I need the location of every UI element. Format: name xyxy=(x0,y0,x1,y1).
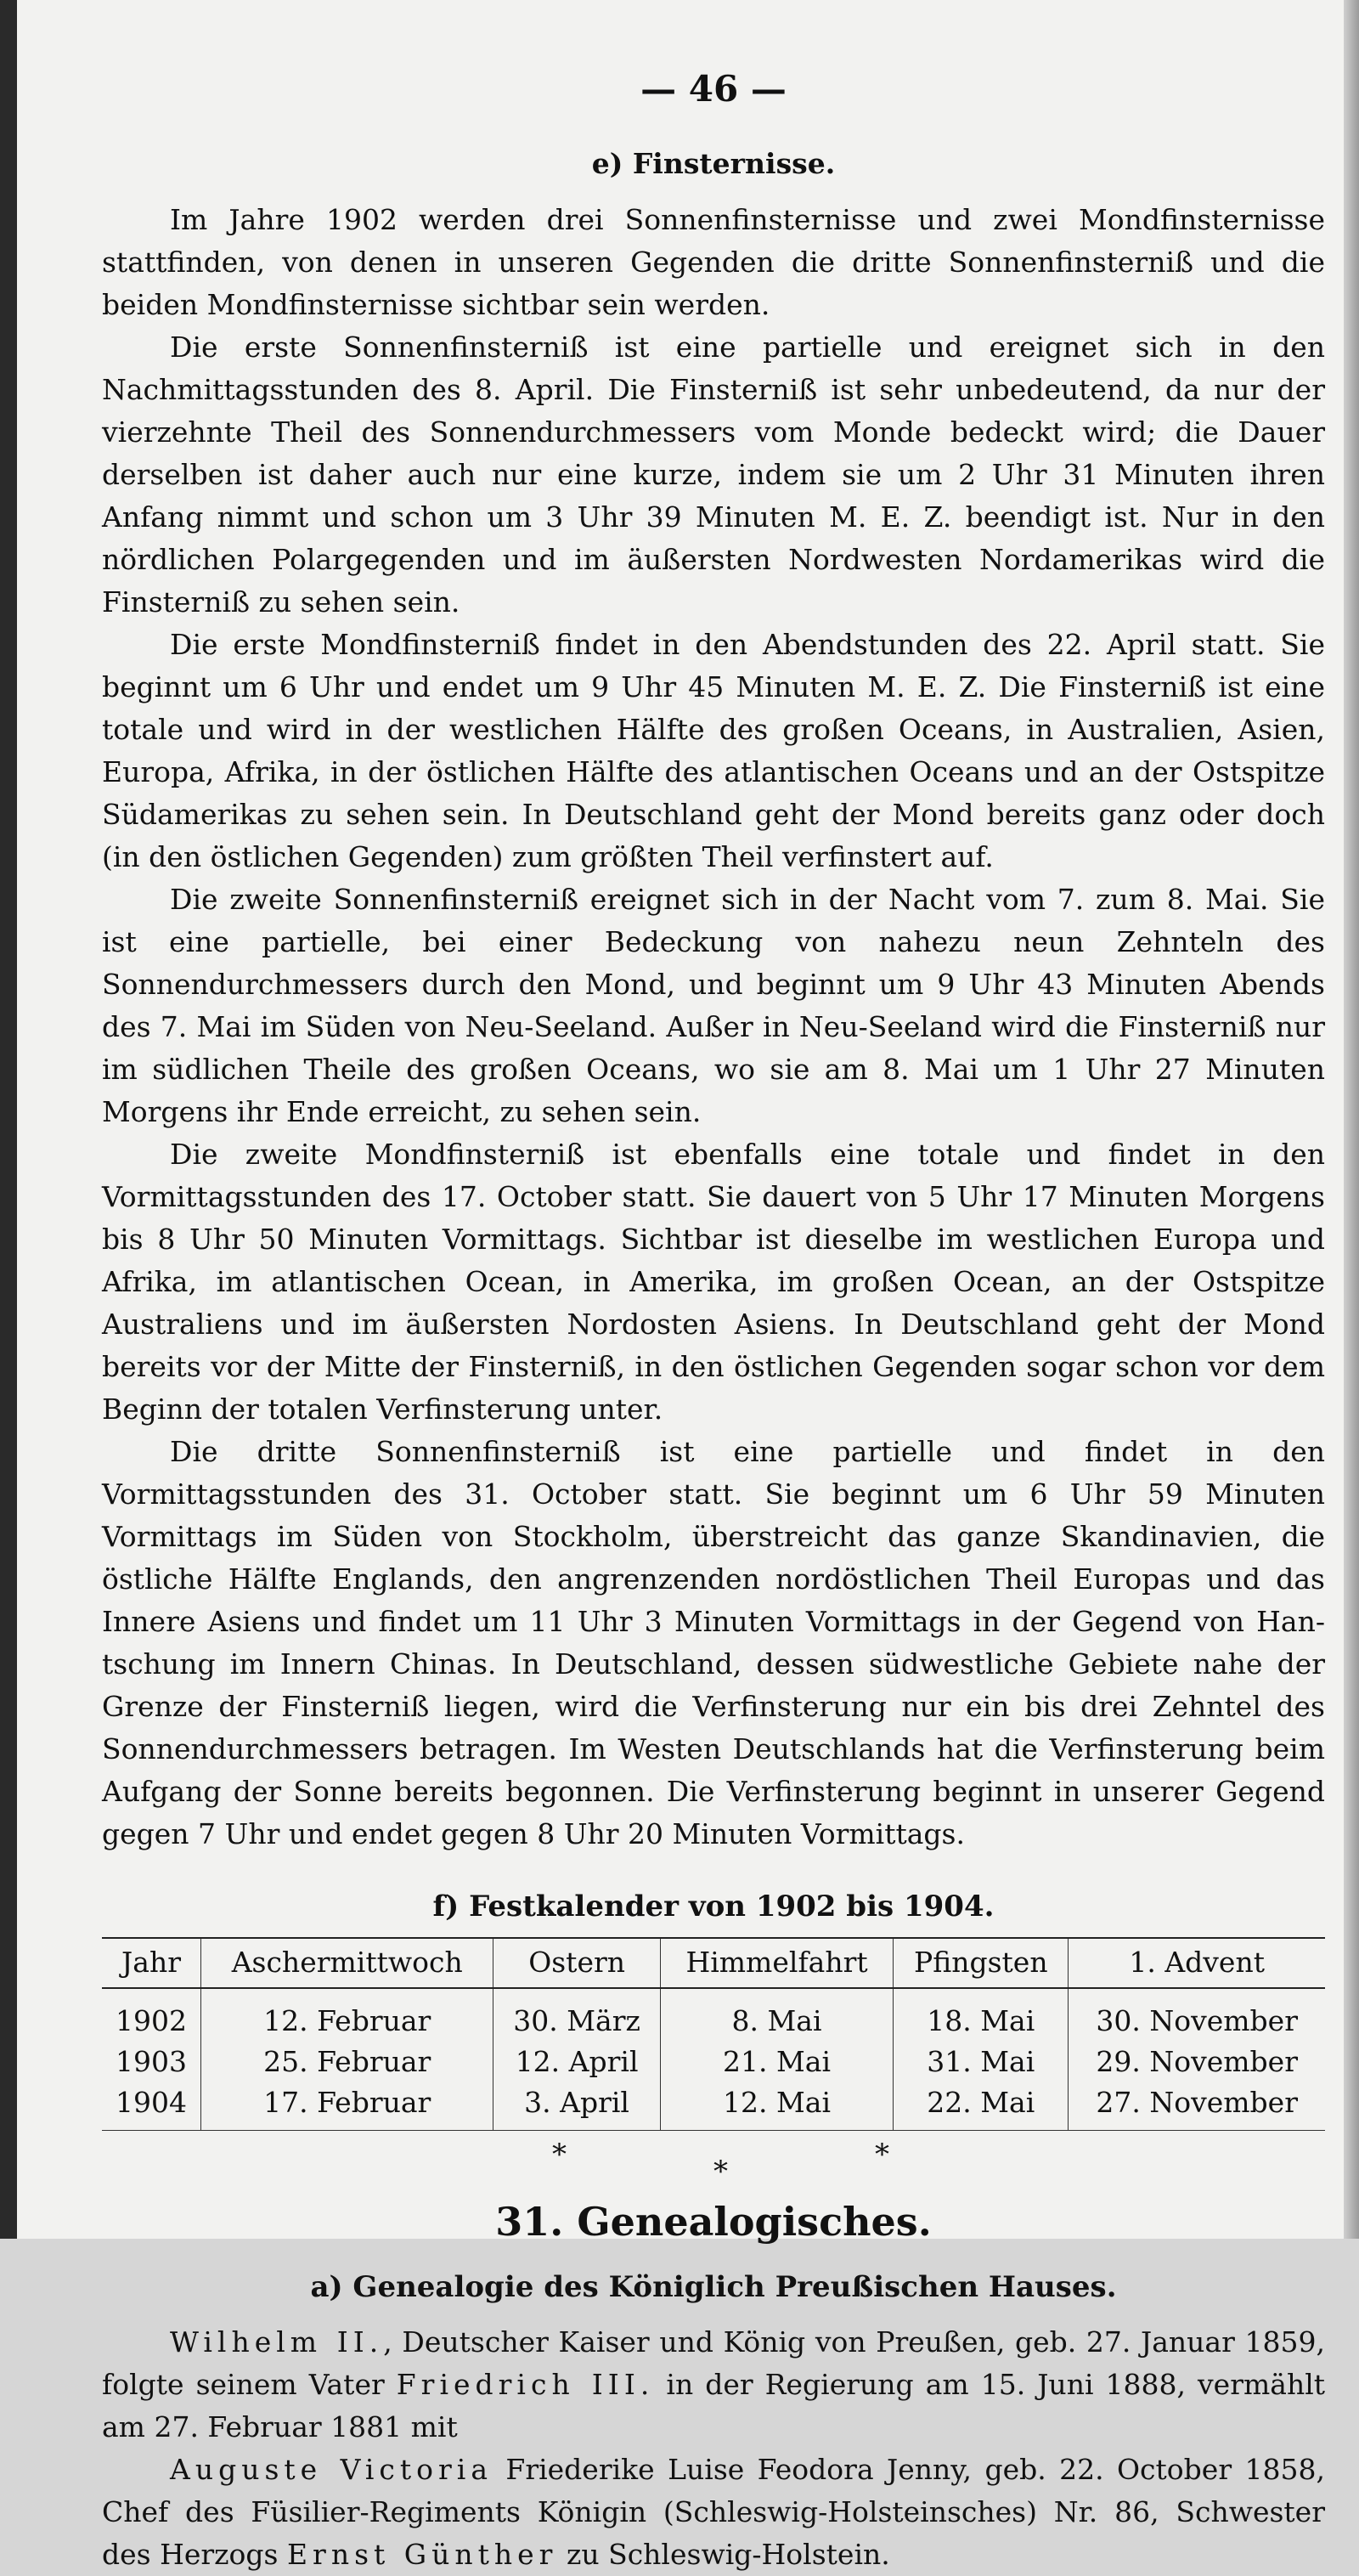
section-feast-calendar xyxy=(102,1890,1325,2131)
paragraph-wilhelm xyxy=(102,2321,1325,2449)
person-name: Wilhelm II. xyxy=(170,2325,384,2359)
table-cell: 1903 xyxy=(116,2045,188,2078)
document-page xyxy=(17,0,1344,2571)
table-cell: 18. Mai xyxy=(894,1988,1069,2042)
person-name: Friedrich III. xyxy=(396,2368,655,2401)
paragraph-third-solar-eclipse: Die dritte Sonnenfinsterniß ist eine partielle und findet in den Vormittagsstunden des 31. October statt. Sie beginnt um 6 Uhr 59 Minuten Vormittags im Süden von Stockholm, überstreicht das ganze Skandinavien, die östliche Hälfte Englands, den angrenzenden nordöstlichen Theil Europas und das Innere Asiens und findet um 11 Uhr 3 Minuten Vormittags in der Gegend von Han-tschung im Innern Chinas. In Deutschland, dessen südwestliche Gebiete nahe der Grenze der Finsterniß liegen, wird die Verfinsterung nur ein bis drei Zehntel des Sonnendurchmessers betragen. Im Westen Deutschlands hat die Verfinsterung beim Aufgang der Sonne bereits begonnen. Die Verfinsterung beginnt in unserer Gegend gegen 7 Uhr und endet gegen 8 Uhr 20 Minuten Vormittags. xyxy=(102,1435,1325,1850)
person-name: Ernst Günther xyxy=(286,2538,558,2571)
asterism-separator xyxy=(102,2131,1325,2190)
person-name: Auguste Victoria xyxy=(170,2453,493,2486)
table-cell: 12. April xyxy=(493,2042,660,2082)
table-cell: 31. Mai xyxy=(894,2042,1069,2082)
table-header-row xyxy=(102,1938,1325,1988)
section-genealogy xyxy=(102,2199,1325,2576)
table-cell: 1904 xyxy=(102,2082,201,2131)
page-number: — 46 — xyxy=(640,68,787,110)
paragraph-auguste-victoria xyxy=(102,2449,1325,2576)
column-header-first-advent: 1. Advent xyxy=(1069,1938,1325,1988)
paragraph-second-solar-eclipse: Die zweite Sonnenfinsterniß ereignet sich in der Nacht vom 7. zum 8. Mai. Sie ist eine partielle, bei einer Bedeckung von nahezu neun Zehnteln des Sonnendurchmessers durch den Mond, und beginnt um 9 Uhr 43 Minuten Abends des 7. Mai im Süden von Neu-Seeland. Außer in Neu-Seeland wird die Finsterniß nur im südlichen Theile des großen Oceans, wo sie am 8. Mai um 1 Uhr 27 Minuten Morgens ihr Ende erreicht, zu sehen sein. xyxy=(102,883,1325,1128)
table-cell: 29. November xyxy=(1069,2042,1325,2082)
table-row xyxy=(102,1988,1325,2042)
table-cell: 25. Februar xyxy=(201,2042,493,2082)
table-title: f) Festkalender von 1902 bis 1904. xyxy=(432,1890,995,1924)
table-cell: 27. November xyxy=(1069,2082,1325,2131)
column-header-pentecost: Pfingsten xyxy=(894,1938,1069,1988)
column-header-ash-wednesday: Aschermittwoch xyxy=(201,1938,493,1988)
table-cell: 8. Mai xyxy=(660,1988,893,2042)
paragraph-text: Friederike Luise Feodora Jenny, geb. 22. October 1858, Chef des Füsilier-Regiments Königin (Schleswig-Holsteinsches) Nr. 86, Schwester des Herzogs xyxy=(102,2453,1325,2571)
table-cell: 1902 xyxy=(116,2004,188,2037)
table-cell: 30. November xyxy=(1069,1988,1325,2042)
scan-binding-edge xyxy=(0,0,17,2239)
paragraph-first-solar-eclipse: Die erste Sonnenfinsterniß ist eine partielle und ereignet sich in den Nachmittagsstunden des 8. April. Die Finsterniß ist sehr unbedeutend, da nur der vierzehnte Theil des Sonnendurchmessers vom Monde bedeckt wird; die Dauer derselben ist daher auch nur eine kurze, indem sie um 2 Uhr 31 Minuten ihren Anfang nimmt und schon um 3 Uhr 39 Minuten M. E. Z. beendigt ist. Nur in den nördlichen Polargegenden und im äußersten Nordwesten Nordamerikas wird die Finsterniß zu sehen sein. xyxy=(102,330,1325,619)
column-header-year: Jahr xyxy=(102,1938,201,1988)
table-cell: 21. Mai xyxy=(660,2042,893,2082)
table-cell: 12. Mai xyxy=(660,2082,893,2131)
table-cell: 30. März xyxy=(493,1988,660,2042)
paragraph-intro: Im Jahre 1902 werden drei Sonnenfinsternisse und zwei Mondfinsternisse stattfinden, von denen in unseren Gegenden die dritte Sonnenfinsterniß und die beiden Mondfinsternisse sichtbar sein werden. xyxy=(102,203,1325,321)
table-cell: 17. Februar xyxy=(201,2082,493,2131)
paragraph-text: zu Schleswig-Holstein. xyxy=(557,2538,890,2571)
table-cell: 12. Februar xyxy=(201,1988,493,2042)
paragraph-text: in der Regierung am 15. Juni 1888, vermählt am 27. Februar 1881 mit xyxy=(102,2368,1326,2443)
scan-right-edge xyxy=(1344,0,1359,2239)
paragraph-first-lunar-eclipse: Die erste Mondfinsterniß findet in den Abendstunden des 22. April statt. Sie beginnt um 6 Uhr und endet um 9 Uhr 45 Minuten M. E. Z. Die Finsterniß ist eine totale und wird in der westlichen Hälfte des großen Oceans, in Australien, Asien, Europa, Afrika, in der östlichen Hälfte des atlantischen Oceans und an der Ostspitze Südamerikas zu sehen sein. In Deutschland geht der Mond bereits ganz oder doch (in den östlichen Gegenden) zum größten Theil verfinstert auf. xyxy=(102,628,1325,873)
section-heading-eclipses: e) Finsternisse. xyxy=(591,147,836,180)
sub-heading-prussian-house: a) Genealogie des Königlich Preußischen Hauses. xyxy=(310,2270,1117,2304)
asterisk-left: * xyxy=(552,2138,567,2172)
paragraph-second-lunar-eclipse: Die zweite Mondfinsterniß ist ebenfalls eine totale und findet in den Vormittagsstunden des 17. October statt. Sie dauert von 5 Uhr 17 Minuten Morgens bis 8 Uhr 50 Minuten Vormittags. Sichtbar ist dieselbe im westlichen Europa und Afrika, im atlantischen Ocean, in Amerika, im großen Ocean, an der Ostspitze Australiens und im äußersten Nordosten Asiens. In Deutschland geht der Mond bereits vor der Mitte der Finsterniß, in den östlichen Gegenden sogar schon vor dem Beginn der totalen Verfinsterung unter. xyxy=(102,1138,1325,1426)
table-cell: 3. April xyxy=(493,2082,660,2131)
column-header-ascension: Himmelfahrt xyxy=(660,1938,893,1988)
chapter-heading: 31. Genealogisches. xyxy=(495,2199,932,2245)
asterisk-center: * xyxy=(713,2155,728,2189)
page-content xyxy=(102,68,1325,2576)
paragraph-text: , Deutscher Kaiser und König von Preußen, geb. 27. Januar 1859, folgte seinem Vater xyxy=(102,2325,1325,2401)
asterisk-right: * xyxy=(875,2138,889,2172)
table-cell: 22. Mai xyxy=(894,2082,1069,2131)
table-row xyxy=(102,2042,1325,2082)
feast-calendar-table xyxy=(102,1937,1325,2131)
column-header-easter: Ostern xyxy=(493,1938,660,1988)
section-eclipses xyxy=(102,147,1325,1856)
table-row xyxy=(102,2082,1325,2131)
